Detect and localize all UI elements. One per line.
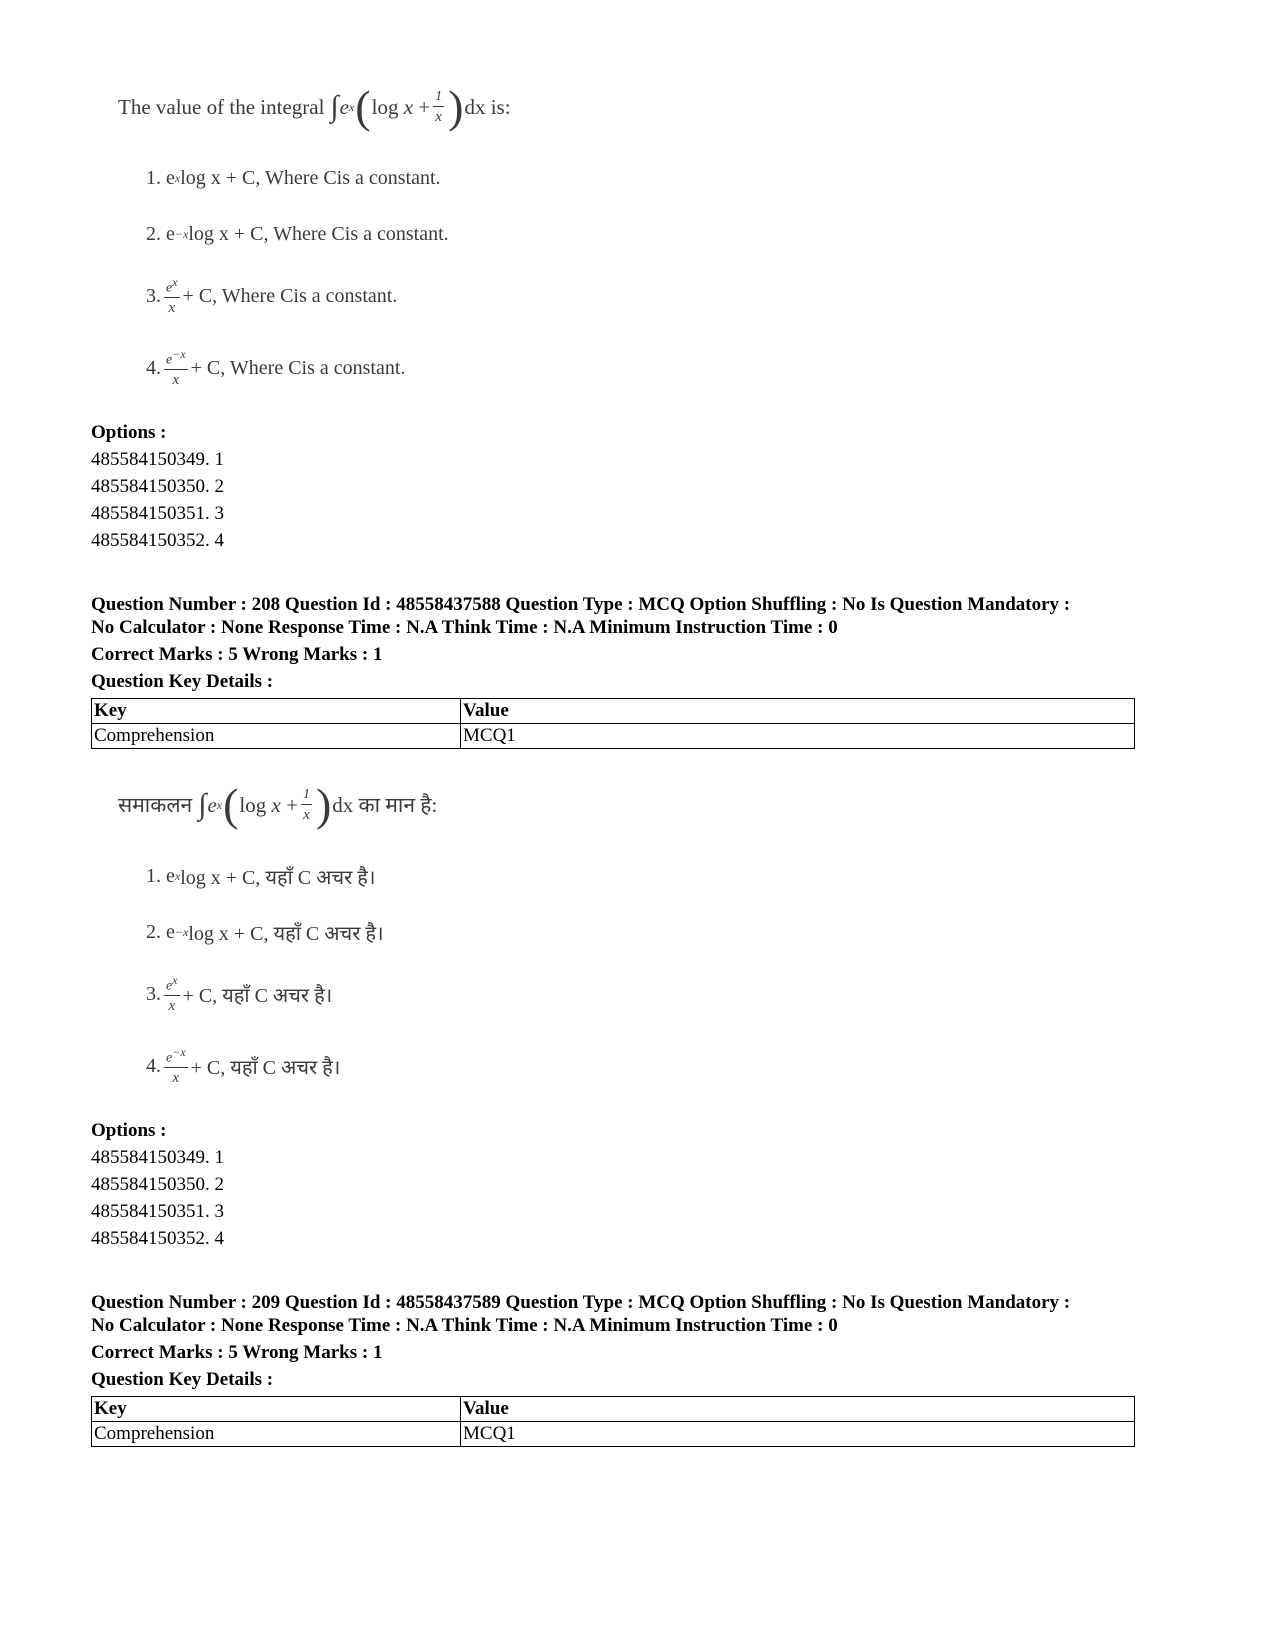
question-marks: Correct Marks : 5 Wrong Marks : 1 xyxy=(91,1342,383,1363)
option-id-1: 485584150349. 1 xyxy=(91,449,224,470)
choice-base: e xyxy=(166,222,175,245)
table-cell-value: MCQ1 xyxy=(461,1422,1135,1447)
paren-left: ( xyxy=(355,81,371,132)
choice-3 xyxy=(146,268,397,324)
choice-sup: x xyxy=(174,170,181,185)
option-id-4: 485584150352. 4 xyxy=(91,1228,224,1249)
frac-numerator: 1 xyxy=(301,788,312,805)
frac-denominator: x xyxy=(172,372,180,389)
choice-number: 2. xyxy=(146,222,161,245)
frac-numerator: 1 xyxy=(433,90,444,107)
choice-2 xyxy=(146,220,449,248)
question-meta-line1: Question Number : 208 Question Id : 48558437588 Question Type : MCQ Option Shuffling : No Is Question Mandatory : xyxy=(91,594,1071,615)
choice-number: 1. xyxy=(146,864,161,887)
choice-3 xyxy=(146,966,332,1022)
question-key-heading: Question Key Details : xyxy=(91,671,274,692)
options-heading: Options : xyxy=(91,422,167,443)
frac-numerator: e xyxy=(166,280,173,296)
option-id-2: 485584150350. 2 xyxy=(91,476,224,497)
table-cell-key: Comprehension xyxy=(92,724,461,749)
option-id-3: 485584150351. 3 xyxy=(91,503,224,524)
frac-denominator: x xyxy=(172,1070,180,1087)
choice-text: + C, Where Cis a constant. xyxy=(190,356,406,379)
question-stem: The value of the integral ∫ e x ( log x + $\frac{1}{x}$ ) dx is: xyxy=(118,81,511,132)
choice-number: 4. xyxy=(146,1054,161,1077)
frac-denominator: x xyxy=(168,300,176,317)
option-id-2: 485584150350. 2 xyxy=(91,1174,224,1195)
choice-base: e xyxy=(166,166,175,189)
choice-number: 1. xyxy=(146,166,161,189)
stem-end: dx is: xyxy=(464,94,511,119)
table-row xyxy=(92,724,1135,749)
integral-symbol: ∫ xyxy=(198,788,207,821)
stem-text: The value of the integral xyxy=(118,94,325,119)
table-header-key: Key xyxy=(92,1397,461,1422)
table-row xyxy=(92,1422,1135,1447)
question-meta-line1: Question Number : 209 Question Id : 48558437589 Question Type : MCQ Option Shuffling : No Is Question Mandatory : xyxy=(91,1292,1071,1313)
table-header-row xyxy=(92,699,1135,724)
integral-symbol: ∫ xyxy=(330,90,339,123)
frac-sup: x xyxy=(172,274,178,289)
choice-text: log x + C, यहाँ C अचर है। xyxy=(180,866,376,889)
choice-fraction xyxy=(164,276,180,317)
frac-denominator: x xyxy=(303,806,310,823)
question-image-english xyxy=(110,78,550,408)
choice-number: 3. xyxy=(146,982,161,1005)
choice-fraction xyxy=(164,1046,188,1087)
frac-denominator: x xyxy=(168,998,176,1015)
choice-text: log x + C, Where Cis a constant. xyxy=(188,222,449,245)
table-cell-key: Comprehension xyxy=(92,1422,461,1447)
table-header-value: Value xyxy=(461,1397,1135,1422)
frac-numerator: e xyxy=(166,978,173,994)
choice-text: + C, यहाँ C अचर है। xyxy=(190,1056,341,1079)
table-header-value: Value xyxy=(461,699,1135,724)
option-id-4: 485584150352. 4 xyxy=(91,530,224,551)
table-cell-value: MCQ1 xyxy=(461,724,1135,749)
question-meta-line2: No Calculator : None Response Time : N.A Think Time : N.A Minimum Instruction Time : 0 xyxy=(91,617,838,638)
paren-right: ) xyxy=(448,81,464,132)
frac-numerator: e xyxy=(166,1050,173,1066)
choice-text: log x + C, यहाँ C अचर है। xyxy=(188,922,384,945)
frac-sup: −x xyxy=(172,346,186,361)
question-key-table xyxy=(91,1396,1135,1447)
choice-number: 3. xyxy=(146,284,161,307)
choice-sup: x xyxy=(174,868,181,883)
question-key-table xyxy=(91,698,1135,749)
choice-2 xyxy=(146,918,384,946)
frac-numerator: e xyxy=(166,352,173,368)
choice-1 xyxy=(146,862,376,890)
choice-base: e xyxy=(166,920,175,943)
choice-base: e xyxy=(166,864,175,887)
choice-text: + C, Where Cis a constant. xyxy=(182,284,398,307)
question-image-hindi xyxy=(110,776,550,1106)
stem-end: dx का मान है: xyxy=(332,793,438,817)
stem-text: समाकलन xyxy=(118,793,193,817)
choice-4 xyxy=(146,1038,340,1094)
choice-fraction xyxy=(164,974,180,1015)
question-meta-line2: No Calculator : None Response Time : N.A Think Time : N.A Minimum Instruction Time : 0 xyxy=(91,1315,838,1336)
frac-sup: −x xyxy=(172,1044,186,1059)
choice-fraction xyxy=(164,348,188,389)
choice-number: 4. xyxy=(146,356,161,379)
choice-sup: −x xyxy=(174,924,189,939)
stem-fraction xyxy=(433,90,444,125)
frac-sup: x xyxy=(172,972,178,987)
choice-4 xyxy=(146,340,405,396)
choice-sup: −x xyxy=(174,226,189,241)
frac-denominator: x xyxy=(435,108,442,125)
paren-right: ) xyxy=(315,779,332,830)
table-header-row xyxy=(92,1397,1135,1422)
option-id-3: 485584150351. 3 xyxy=(91,1201,224,1222)
option-id-1: 485584150349. 1 xyxy=(91,1147,224,1168)
table-header-key: Key xyxy=(92,699,461,724)
question-stem: समाकलन ∫ e x ( log x + $\frac{1}{x}$ ) dx का मान है: xyxy=(118,779,438,830)
choice-text: log x + C, Where Cis a constant. xyxy=(180,166,441,189)
paren-left: ( xyxy=(223,779,239,830)
options-heading: Options : xyxy=(91,1120,167,1141)
stem-fraction xyxy=(301,788,312,823)
choice-text: + C, यहाँ C अचर है। xyxy=(182,984,333,1007)
question-key-heading: Question Key Details : xyxy=(91,1369,274,1390)
choice-number: 2. xyxy=(146,920,161,943)
question-marks: Correct Marks : 5 Wrong Marks : 1 xyxy=(91,644,383,665)
choice-1 xyxy=(146,164,441,192)
